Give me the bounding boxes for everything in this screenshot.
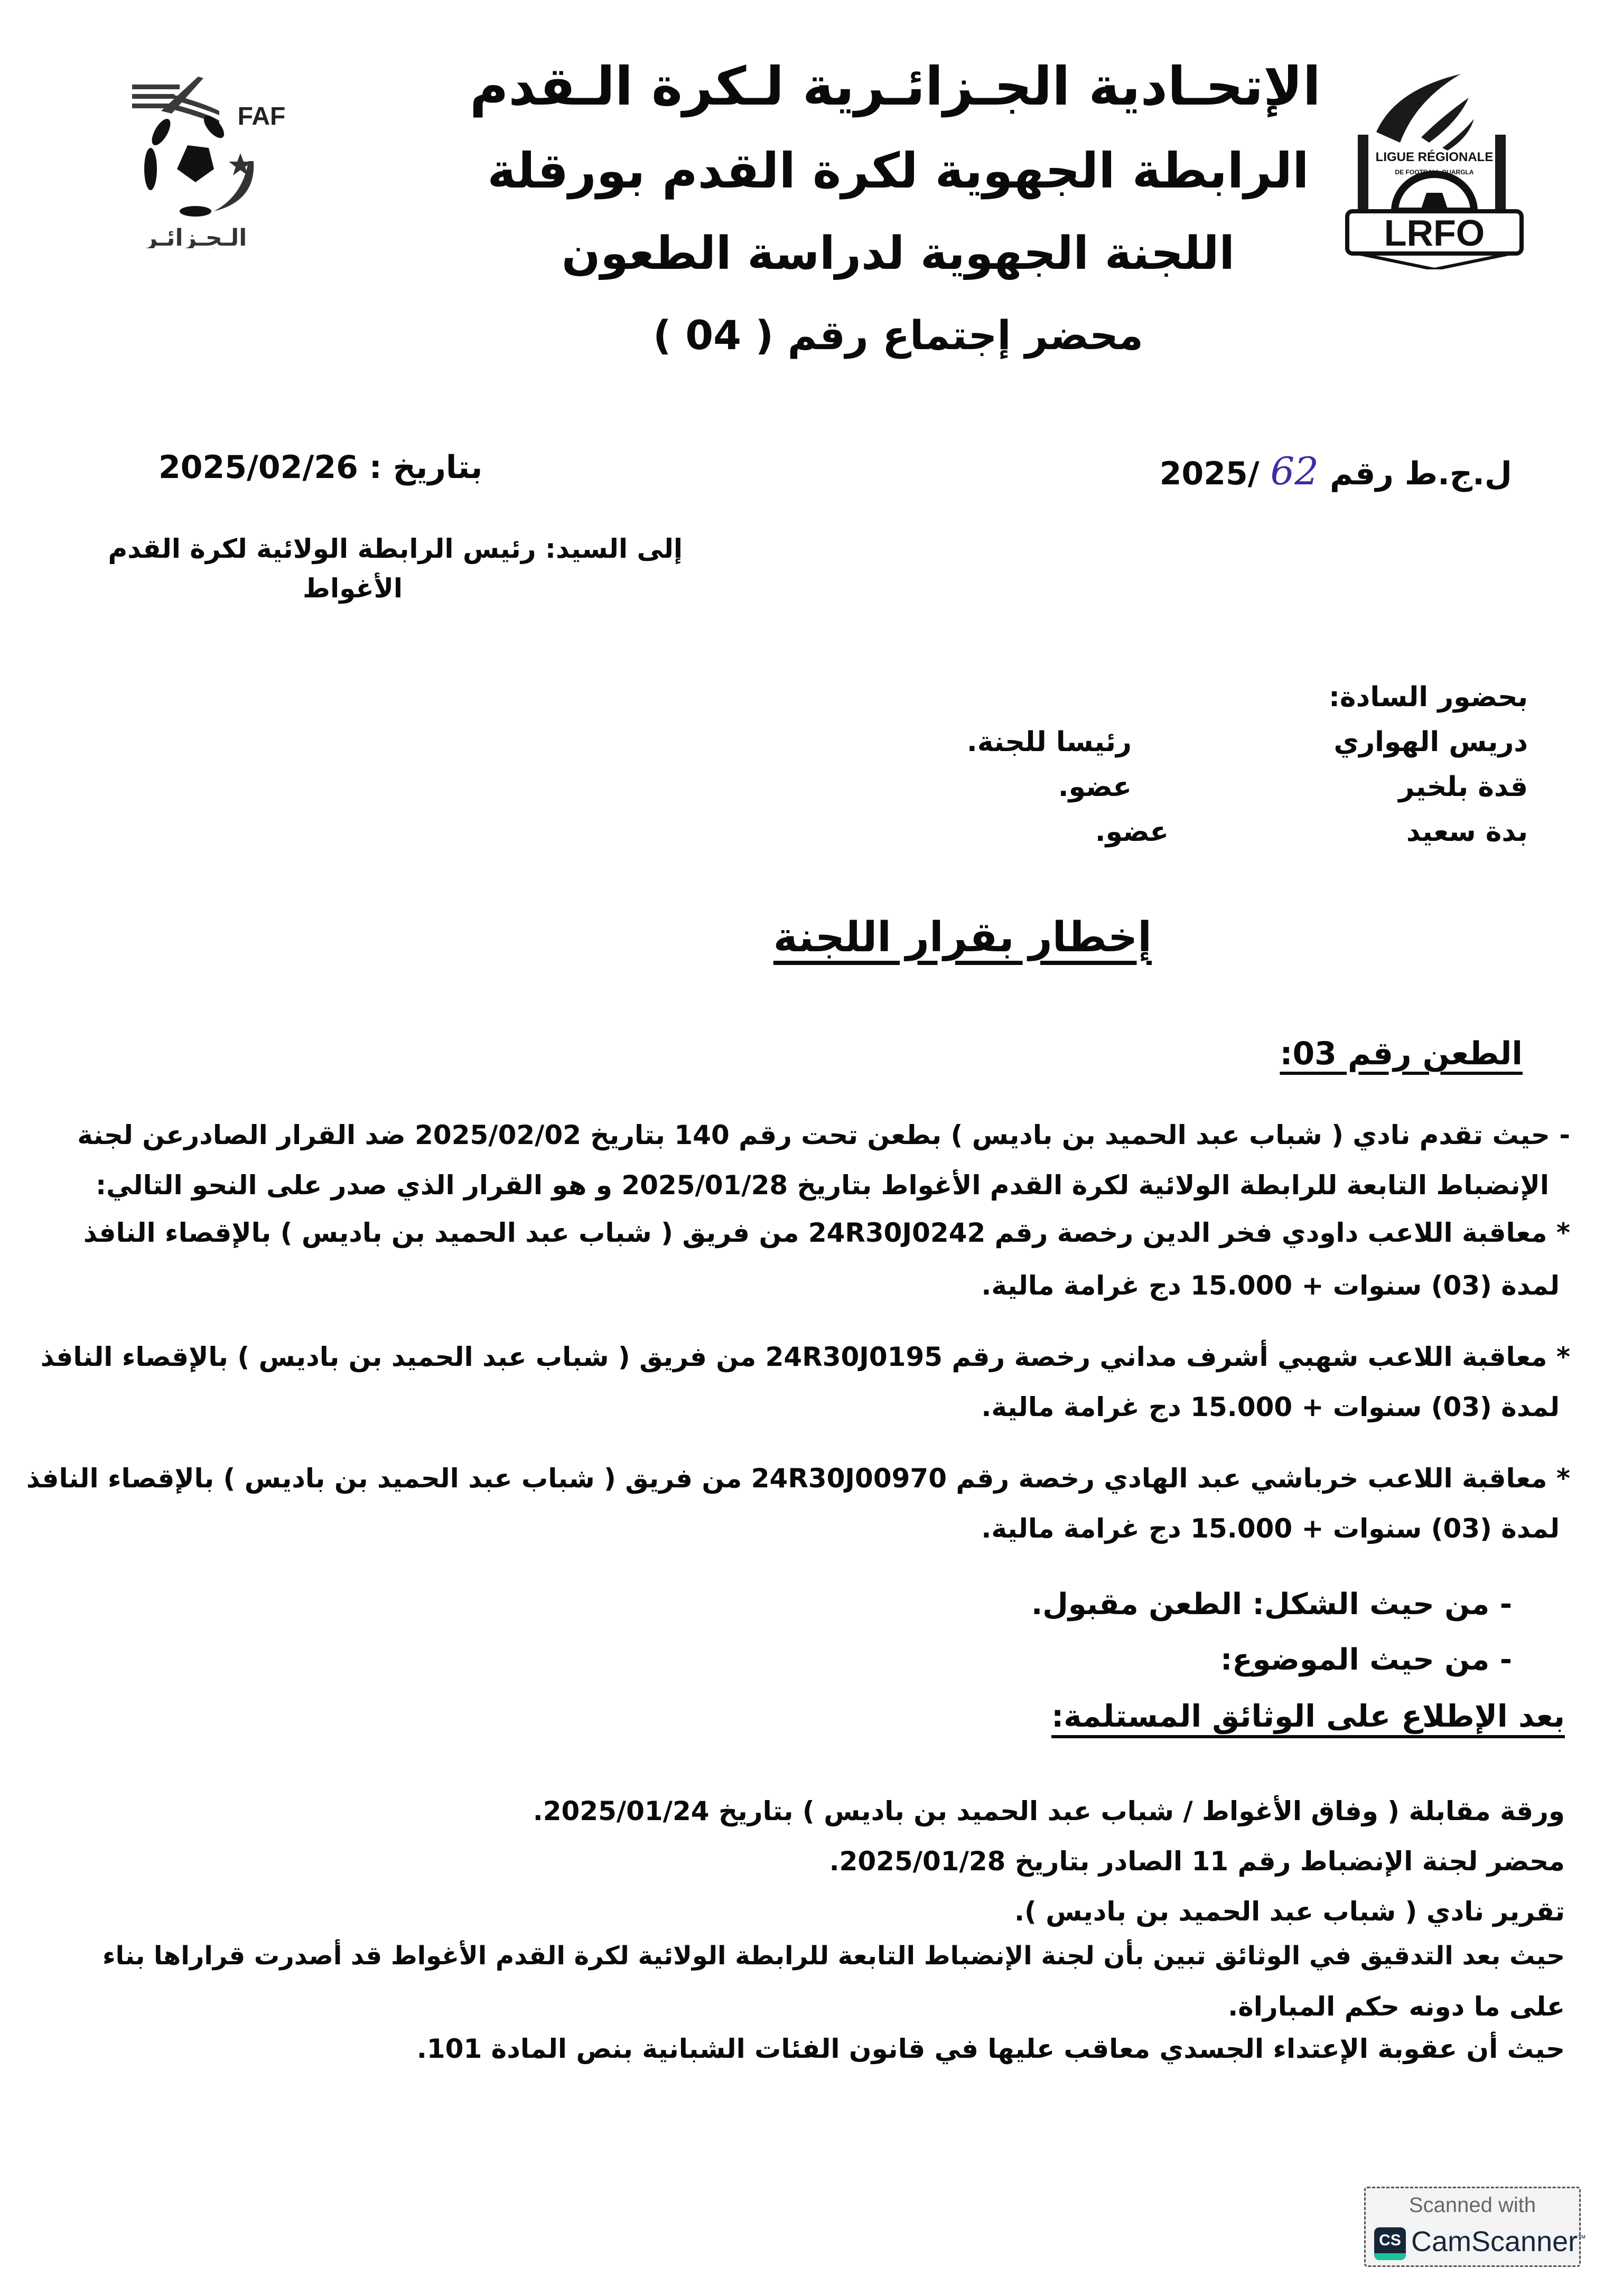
badge-text: CS xyxy=(1379,2232,1401,2249)
member-role: رئيسا للجنة. xyxy=(967,726,1132,758)
scanned-with-text: Scanned with xyxy=(1409,2194,1536,2217)
date-value: 2025/02/26 xyxy=(158,449,358,486)
appeal-intro-line: - حيث تقدم نادي ( شباب عبد الحميد بن باديس ) بطعن تحت رقم 140 بتاريخ 2025/02/02 ضد القرار الصادرعن لجنة xyxy=(77,1120,1570,1150)
form-label: - من حيث الشكل: xyxy=(1252,1587,1512,1622)
camscanner-brand xyxy=(1411,2225,1586,2258)
document-item: تقرير نادي ( شباب عبد الحميد بن باديس ). xyxy=(1014,1896,1565,1927)
member-role: عضو. xyxy=(1095,816,1169,848)
attendance-title: بحضور السادة: xyxy=(1329,681,1528,713)
sanction-line: لمدة (03) سنوات + 15.000 دج غرامة مالية. xyxy=(981,1513,1560,1544)
document-item: ورقة مقابلة ( وفاق الأغواط / شباب عبد الحميد بن باديس ) بتاريخ 2025/01/24. xyxy=(533,1796,1565,1826)
federation-title: الإتحـادية الجـزائـرية لـكرة الـقدم xyxy=(470,55,1321,117)
sanction-line: * معاقبة اللاعب شهبي أشرف مداني رخصة رقم 24R30J0195 من فريق ( شباب عبد الحميد بن باديس ) بالإقصاء النافذ xyxy=(40,1342,1570,1372)
member-role: عضو. xyxy=(1058,771,1132,803)
faf-logo xyxy=(129,74,314,248)
reference-label: ل.ج.ط رقم xyxy=(1330,455,1512,492)
date-label: بتاريخ : xyxy=(369,449,483,486)
sanction-line: لمدة (03) سنوات + 15.000 دج غرامة مالية. xyxy=(981,1392,1560,1422)
finding-line: حيث أن عقوبة الإعتداء الجسدي معاقب عليها في قانون الفئات الشبانية بنص المادة 101. xyxy=(416,2033,1565,2064)
appeal-body xyxy=(26,1120,1570,1595)
member-name: بدة سعيد xyxy=(1406,816,1528,848)
reference-year: 2025/ xyxy=(1159,455,1260,492)
member-name: قدة بلخير xyxy=(1398,771,1528,803)
lrfo-logo xyxy=(1337,58,1537,269)
lrfo-logo-icon xyxy=(1337,58,1537,269)
reference-handwritten-number: 62 xyxy=(1270,449,1319,493)
date-line xyxy=(158,449,482,486)
svg-text:الـجـزائـر: الـجـزائـر xyxy=(144,224,247,248)
document-item: محضر لجنة الإنضباط رقم 11 الصادر بتاريخ 2025/01/28. xyxy=(829,1846,1565,1877)
form-line xyxy=(1031,1587,1512,1622)
form-value: الطعن مقبول. xyxy=(1031,1587,1243,1622)
sanction-line: * معاقبة اللاعب خرباشي عبد الهادي رخصة رقم 24R30J00970 من فريق ( شباب عبد الحميد بن باديس ) بالإقصاء النافذ xyxy=(26,1463,1570,1494)
sanction-line: لمدة (03) سنوات + 15.000 دج غرامة مالية. xyxy=(981,1270,1560,1301)
recipient-line-2: الأغواط xyxy=(303,573,403,604)
camscanner-watermark xyxy=(1364,2187,1587,2267)
appeal-intro-line: الإنضباط التابعة للرابطة الولائية لكرة القدم الأغواط بتاريخ 2025/01/28 و هو القرار الذي صدر على النحو التالي: xyxy=(96,1170,1549,1201)
svg-text:FAF: FAF xyxy=(237,102,286,130)
svg-text:LIGUE RÉGIONALE: LIGUE RÉGIONALE xyxy=(1375,150,1494,164)
faf-logo-icon xyxy=(129,74,314,248)
sanction-line: * معاقبة اللاعب داودي فخر الدين رخصة رقم 24R30J0242 من فريق ( شباب عبد الحميد بن باديس ) بالإقصاء النافذ xyxy=(83,1217,1570,1248)
substance-label: - من حيث الموضوع: xyxy=(1220,1643,1512,1677)
notice-title: إخطار بقرار اللجنة xyxy=(773,914,1152,961)
trademark: ™ xyxy=(1578,2234,1587,2243)
member-name: دريس الهواري xyxy=(1333,726,1528,758)
camscanner-badge-icon xyxy=(1374,2227,1406,2260)
recipient-line-1: إلى السيد: رئيس الرابطة الولائية لكرة القدم xyxy=(108,533,683,564)
league-title: الرابطة الجهوية لكرة القدم بورقلة xyxy=(487,143,1309,199)
finding-line: حيث بعد التدقيق في الوثائق تبين بأن لجنة الإنضباط التابعة للرابطة الولائية لكرة القدم الأغواط قد أصدرت قراراها بناء xyxy=(102,1941,1565,1971)
badge-green-bar xyxy=(1374,2253,1406,2260)
documents-title: بعد الإطلاع على الوثائق المستلمة: xyxy=(1051,1698,1565,1734)
committee-title: اللجنة الجهوية لدراسة الطعون xyxy=(562,227,1235,280)
finding-line: على ما دونه حكم المباراة. xyxy=(1228,1991,1565,2022)
svg-text:LRFO: LRFO xyxy=(1384,212,1485,254)
svg-text:DE FOOTBALL OUARGLA: DE FOOTBALL OUARGLA xyxy=(1395,168,1474,176)
reference-number xyxy=(1160,449,1512,493)
meeting-minutes-title: محضر إجتماع رقم ( 04 ) xyxy=(653,312,1143,359)
appeal-title: الطعن رقم 03: xyxy=(1280,1035,1523,1072)
documents-body xyxy=(102,1796,1565,2134)
brand-name: CamScanner xyxy=(1411,2226,1578,2257)
